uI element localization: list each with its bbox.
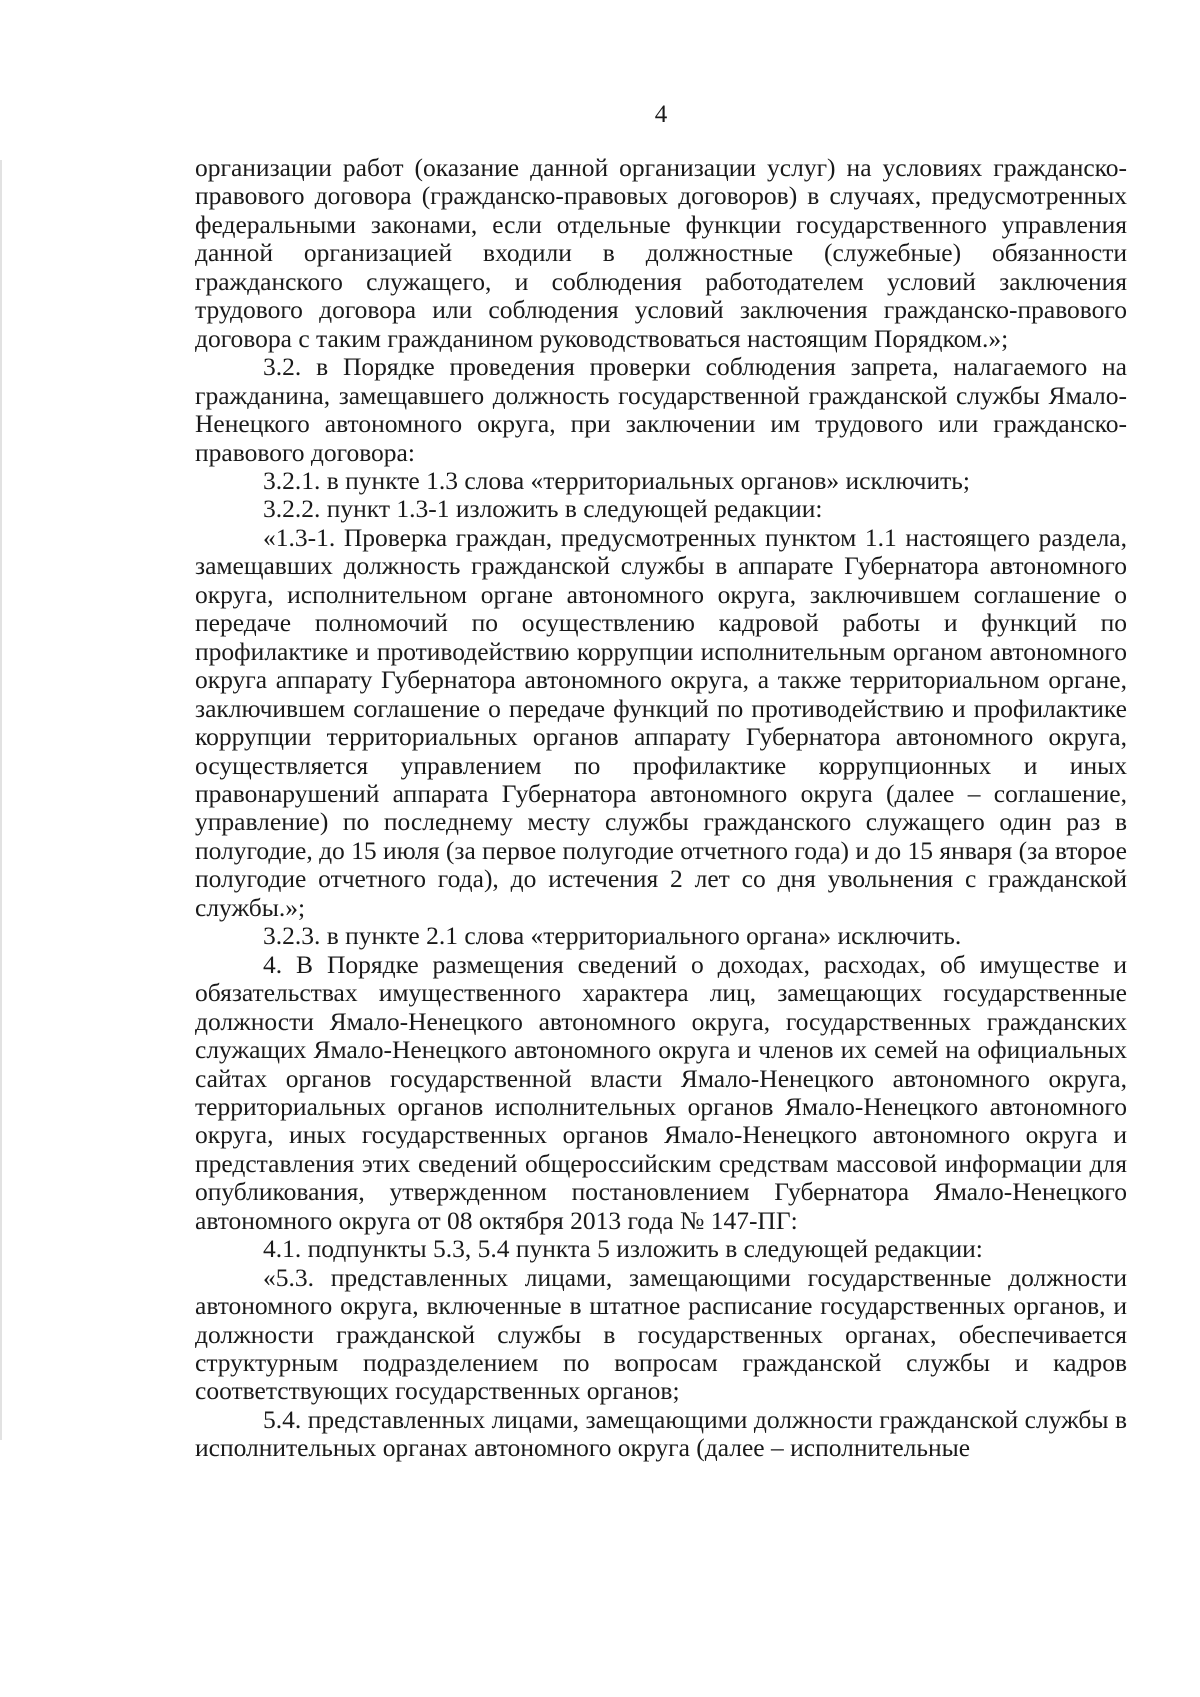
paragraph-5-4: 5.4. представленных лицами, замещающими должности гражданской службы в исполнительных органах автономного округа (далее – исполнительные bbox=[195, 1404, 1127, 1463]
paragraph-1-3-1: «1.3-1. Проверка граждан, предусмотренных пунктом 1.1 настоящего раздела, замещавших должность гражданской службы в аппарате Губернатора автономного округа, исполнительном органе автономного округа, заключившем соглашение о передаче полномочий по осуществлению кадровой работы и функций по профилактике и противодействию коррупции исполнительным органом автономного округа аппарату Губернатора автономного округа, а также территориальном органе, заключившем соглашение о передаче функций по противодействию и профилактике коррупции территориальных органов аппарату Губернатора автономного округа, осуществляется управлением по профилактике коррупционных и иных правонарушений аппарата Губернатора автономного округа (далее – соглашение, управление) по последнему месту службы гражданского служащего один раз в полугодие, до 15 июля (за первое полугодие отчетного года) и до 15 января (за второе полугодие отчетного года), до истечения 2 лет со дня увольнения с гражданской службы.»; bbox=[195, 522, 1127, 922]
paragraph-3-2-3: 3.2.3. в пункте 2.1 слова «территориального органа» исключить. bbox=[263, 921, 962, 951]
paragraph-4: 4. В Порядке размещения сведений о доходах, расходах, об имуществе и обязательствах имущественного характера лиц, замещающих государственные должности Ямало-Ненецкого автономного округа, государственных гражданских служащих Ямало-Ненецкого автономного округа и членов их семей на официальных сайтах органов государственной власти Ямало-Ненецкого автономного округа, территориальных органов исполнительных органов Ямало-Ненецкого автономного округа, иных государственных органов Ямало-Ненецкого автономного округа и представления этих сведений общероссийским средствам массовой информации для опубликования, утвержденном постановлением Губернатора Ямало-Ненецкого автономного округа от 08 октября 2013 года № 147-ПГ: bbox=[195, 949, 1127, 1235]
page-number: 4 bbox=[654, 101, 668, 128]
document-body bbox=[195, 154, 1127, 1463]
paragraph-5-3: «5.3. представленных лицами, замещающими государственные должности автономного округа, включенные в штатное расписание государственных органов, и должности гражданской службы в государственных органах, обеспечивается структурным подразделением по вопросам гражданской службы и кадров соответствующих государственных органов; bbox=[195, 1262, 1127, 1406]
scan-edge-shadow bbox=[0, 160, 2, 1440]
paragraph-3-2-1: 3.2.1. в пункте 1.3 слова «территориальных органов» исключить; bbox=[263, 465, 970, 495]
paragraph-3-2-2: 3.2.2. пункт 1.3-1 изложить в следующей редакции: bbox=[263, 494, 823, 524]
paragraph-4-1: 4.1. подпункты 5.3, 5.4 пункта 5 изложить в следующей редакции: bbox=[263, 1234, 983, 1264]
paragraph-3-2: 3.2. в Порядке проведения проверки соблюдения запрета, налагаемого на гражданина, замещавшего должность государственной гражданской службы Ямало-Ненецкого автономного округа, при заключении им трудового или гражданско-правового договора: bbox=[195, 352, 1127, 467]
paragraph-continuation: организации работ (оказание данной организации услуг) на условиях гражданско-правового договора (гражданско-правовых договоров) в случаях, предусмотренных федеральными законами, если отдельные функции государственного управления данной организацией входили в должностные (служебные) обязанности гражданского служащего, и соблюдения работодателем условий заключения трудового договора или соблюдения условий заключения гражданско-правового договора с таким гражданином руководствоваться настоящим Порядком.»; bbox=[195, 153, 1127, 353]
